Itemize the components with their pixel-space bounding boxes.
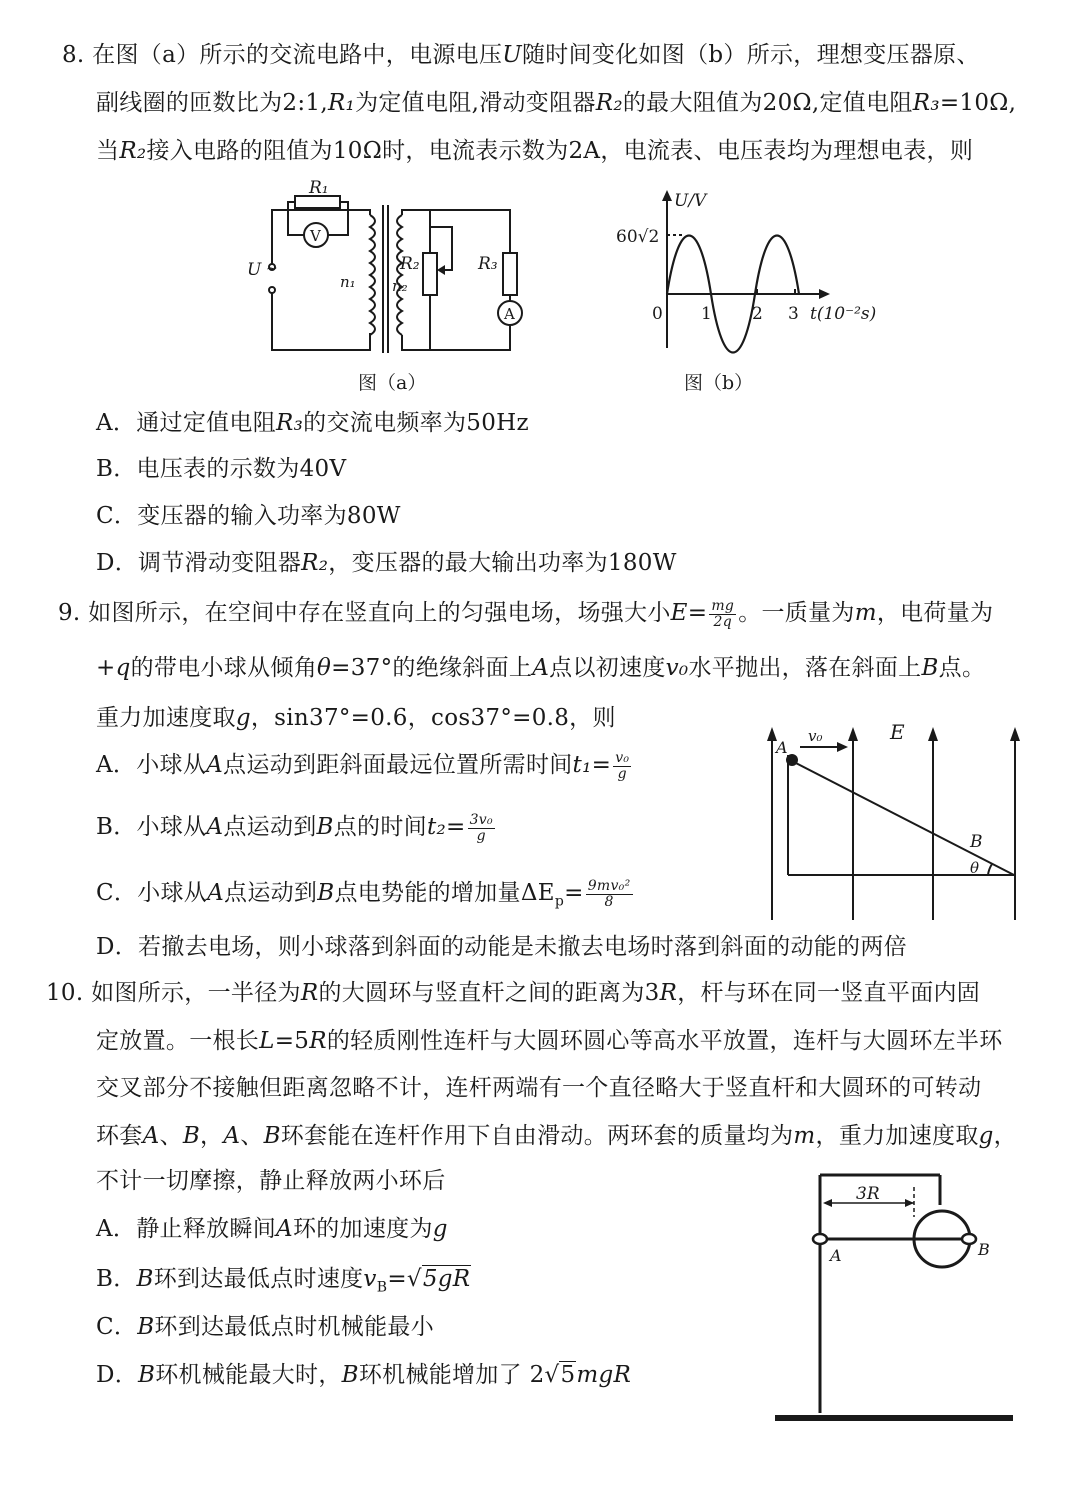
circuit-label-n1: n₁	[340, 273, 356, 291]
fig9-label-theta: θ	[970, 859, 980, 877]
voltmeter-label: V	[310, 227, 321, 245]
graph-tick-2: 2	[752, 304, 763, 324]
q8-option-d[interactable]: D．调节滑动变阻器R₂，变压器的最大输出功率为180W	[96, 550, 677, 576]
graph-ymax: 60√2	[616, 227, 660, 247]
ring-rod-diagram	[770, 1165, 1020, 1430]
circuit-diagram	[240, 175, 530, 360]
q10-line-2: 定放置。一根长L=5R的轻质刚性连杆与大圆环圆心等高水平放置，连杆与大圆环左半环	[96, 1028, 1003, 1054]
field-fraction: $\frac{mg}{2q}$	[711, 597, 735, 630]
q9-option-b[interactable]: B．小球从A点运动到B点的时间t₂= $\frac{\text{3v₀}}{g}$	[96, 811, 493, 844]
q8-line-3: 当R₂接入电路的阻值为10Ω时，电流表示数为2A，电流表、电压表均为理想电表，则	[96, 138, 974, 164]
q9-option-d[interactable]: D．若撤去电场，则小球落到斜面的动能是未撤去电场时落到斜面的动能的两倍	[96, 934, 907, 960]
voltage-graph	[610, 188, 890, 358]
graph-tick-3: 3	[788, 304, 799, 324]
fig9-label-A: A	[776, 738, 788, 757]
q10-option-c[interactable]: C．B环到达最低点时机械能最小	[96, 1314, 435, 1340]
q10-option-b[interactable]: B．B环到达最低点时速度$v_B=√5gR$	[96, 1266, 471, 1296]
q10-number: 10.	[46, 980, 84, 1006]
graph-xlabel: t(10⁻²s)	[810, 304, 877, 324]
q9-line-1: 9. 如图所示，在空间中存在竖直向上的匀强电场，场强大小E= $\frac{mg}{2q}$ 。一质量为m，电荷量为	[58, 597, 994, 630]
q8-option-b[interactable]: B．电压表的示数为40V	[96, 456, 347, 482]
fig9-label-B: B	[970, 832, 983, 852]
circuit-tilde: ~	[266, 261, 278, 277]
charged-ball	[786, 754, 798, 766]
q8-option-c[interactable]: C．变压器的输入功率为80W	[96, 503, 401, 529]
circuit-label-n2: n₂	[392, 277, 408, 295]
fig10-label-B: B	[978, 1240, 990, 1259]
ammeter-label: A	[504, 305, 515, 323]
circuit-label-R2: R₂	[400, 254, 420, 274]
q9-number: 9.	[58, 600, 81, 626]
graph-ylabel: U/V	[674, 191, 707, 211]
circuit-label-R3: R₃	[478, 254, 498, 274]
q8-option-a[interactable]: A．通过定值电阻R₃的交流电频率为50Hz	[96, 410, 529, 436]
circuit-label-R1: R₁	[309, 178, 329, 198]
sleeve-b	[962, 1234, 976, 1244]
figure-b-caption: 图（b）	[684, 372, 754, 394]
q10-option-a[interactable]: A．静止释放瞬间A环的加速度为g	[96, 1216, 448, 1242]
q8-line-2: 副线圈的匝数比为2:1,R₁为定值电阻,滑动变阻器R₂的最大阻值为20Ω,定值电阻R₃=10Ω,	[96, 90, 1017, 116]
q9-option-a[interactable]: A．小球从A点运动到距斜面最远位置所需时间t₁= $\frac{\text{v₀}}{g}$	[96, 749, 630, 782]
sleeve-a	[813, 1234, 827, 1244]
q9-option-c[interactable]: C．小球从A点运动到B点电势能的增加量$\Delta E_p=$ $\frac{\text{9mv₀²}}{8}$	[96, 877, 631, 910]
figure-a-caption: 图（a）	[358, 372, 427, 394]
fig10-label-A: A	[830, 1246, 842, 1265]
q10-line-1: 10. 如图所示，一半径为R的大圆环与竖直杆之间的距离为3R，杆与环在同一竖直平面内固	[46, 980, 981, 1006]
q8-number: 8.	[62, 42, 85, 68]
q10-line-3: 交叉部分不接触但距离忽略不计，连杆两端有一个直径略大于竖直杆和大圆环的可转动	[96, 1075, 982, 1101]
q10-line-5: 不计一切摩擦，静止释放两小环后	[96, 1168, 446, 1194]
q10-line-4: 环套A、B，A、B环套能在连杆作用下自由滑动。两环套的质量均为m，重力加速度取g，	[96, 1123, 1017, 1149]
q10-option-d[interactable]: D．B环机械能最大时，B环机械能增加了 2√5mgR	[96, 1362, 632, 1388]
field-incline-diagram	[760, 715, 1030, 925]
fig10-label-3R: 3R	[856, 1184, 880, 1204]
graph-origin: 0	[652, 304, 663, 324]
fig9-label-E: E	[890, 720, 905, 744]
fig9-label-v0: v₀	[808, 727, 823, 745]
graph-tick-1: 1	[701, 304, 712, 324]
q8-line-1: 8. 在图（a）所示的交流电路中，电源电压U随时间变化如图（b）所示，理想变压器原、	[62, 42, 980, 68]
circuit-label-U: U	[247, 260, 262, 280]
q9-line-2: +q的带电小球从倾角θ=37°的绝缘斜面上A点以初速度v₀水平抛出，落在斜面上B点。	[96, 655, 986, 681]
q9-line-3: 重力加速度取g，sin37°=0.6，cos37°=0.8，则	[96, 705, 616, 731]
